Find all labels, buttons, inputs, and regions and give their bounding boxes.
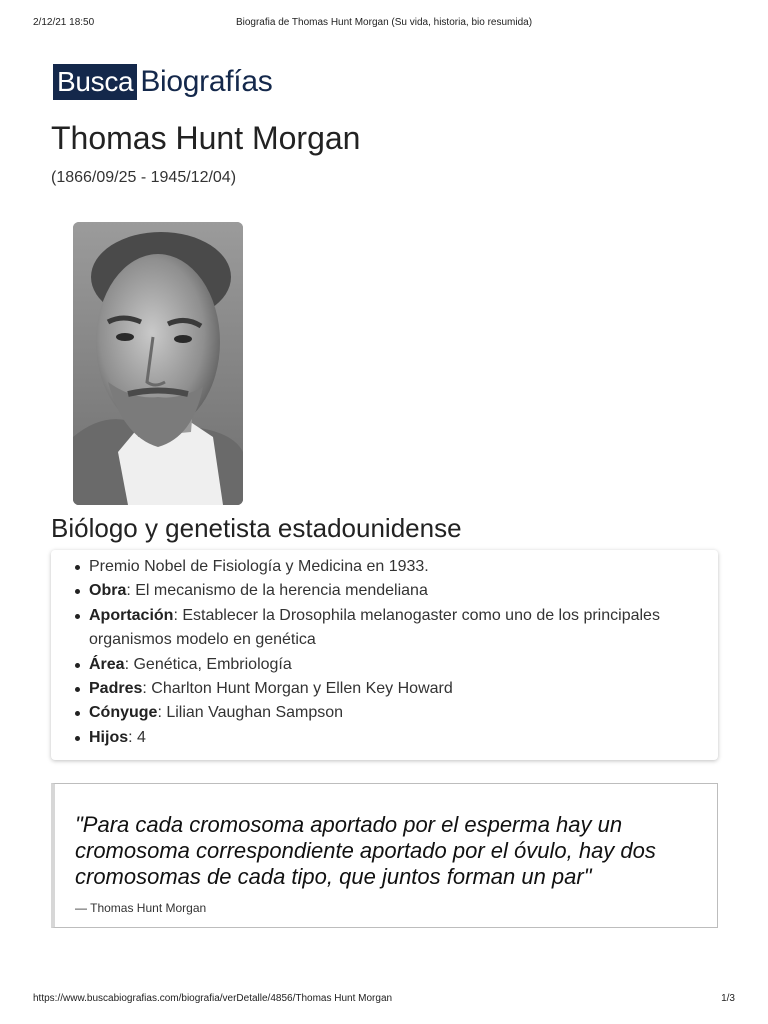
- fact-label: Obra: [89, 582, 127, 600]
- fact-value: Premio Nobel de Fisiología y Medicina en 1933.: [89, 558, 429, 575]
- fact-item-hijos: [71, 726, 701, 750]
- fact-item-padres: [71, 677, 701, 701]
- page-title: Thomas Hunt Morgan: [51, 120, 361, 156]
- portrait-photo: [73, 222, 243, 505]
- fact-value: : Charlton Hunt Morgan y Ellen Key Howard: [142, 680, 453, 698]
- quote-box: [51, 783, 718, 928]
- quote-author: — Thomas Hunt Morgan: [75, 901, 207, 915]
- life-dates: (1866/09/25 - 1945/12/04): [51, 169, 237, 186]
- facts-list: [71, 555, 701, 750]
- fact-item-aportacion: [71, 604, 701, 653]
- facts-card: [51, 550, 718, 760]
- fact-value: : Genética, Embriología: [124, 655, 292, 673]
- fact-label: Aportación: [89, 606, 174, 624]
- fact-label: Hijos: [89, 728, 129, 746]
- print-footer: [0, 993, 768, 1007]
- fact-value: : El mecanismo de la herencia mendeliana: [126, 582, 428, 600]
- fact-item-obra: [71, 579, 701, 603]
- page-url: https://www.buscabiografias.com/biografia/verDetalle/4856/Thomas Hunt Morgan: [33, 993, 393, 1004]
- fact-value: : Establecer la Drosophila melanogaster como uno de los principales organismos modelo en genética: [89, 606, 660, 649]
- fact-label: Área: [89, 655, 125, 673]
- fact-item-conyuge: [71, 701, 701, 725]
- fact-value: : Lilian Vaughan Sampson: [157, 704, 344, 722]
- page-number: 1/3: [721, 993, 735, 1004]
- fact-label: Cónyuge: [89, 704, 158, 722]
- fact-item-nobel: [71, 555, 701, 579]
- subtitle-occupation: Biólogo y genetista estadounidense: [51, 513, 462, 543]
- site-logo[interactable]: [53, 64, 272, 100]
- logo-biografias: Biografías: [140, 65, 273, 98]
- fact-value: : 4: [128, 728, 146, 746]
- quote-text: "Para cada cromosoma aportado por el esperma hay un cromosoma correspondiente aportado por el óvulo, hay dos cromosomas de cada tipo, que juntos forman un par": [75, 812, 656, 889]
- fact-label: Padres: [89, 680, 143, 698]
- fact-item-area: [71, 653, 701, 677]
- logo-busca: Busca: [53, 64, 137, 100]
- print-page-title: Biografia de Thomas Hunt Morgan (Su vida, historia, bio resumida): [235, 17, 533, 28]
- print-header: [0, 17, 768, 31]
- print-date: 2/12/21 18:50: [33, 17, 95, 28]
